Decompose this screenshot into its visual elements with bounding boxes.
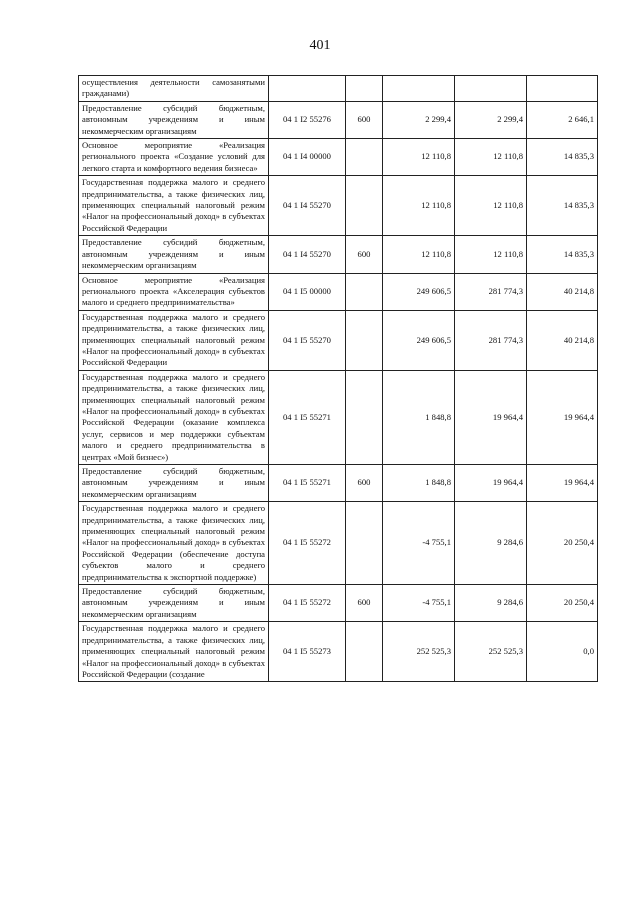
- row-value-2: 281 774,3: [455, 310, 527, 370]
- row-expense-type: [346, 622, 383, 682]
- row-name: Предоставление субсидий бюджетным, автономным учреждениям и иным некоммерческим организациям: [79, 585, 269, 622]
- row-value-3: 14 835,3: [527, 139, 598, 176]
- row-expense-type: [346, 310, 383, 370]
- row-expense-type: [346, 139, 383, 176]
- row-code: 04 1 I4 55270: [269, 236, 346, 273]
- row-code: 04 1 I5 00000: [269, 273, 346, 310]
- row-name: осуществления деятельности самозанятыми гражданами): [79, 76, 269, 102]
- row-name: Основное мероприятие «Реализация регионального проекта «Создание условий для легкого старта и комфортного ведения бизнеса»: [79, 139, 269, 176]
- table-row: [79, 370, 598, 464]
- row-value-1: 12 110,8: [383, 236, 455, 273]
- row-expense-type: [346, 273, 383, 310]
- row-value-3: 20 250,4: [527, 585, 598, 622]
- row-value-3: 14 835,3: [527, 176, 598, 236]
- row-value-1: [383, 76, 455, 102]
- row-expense-type: [346, 176, 383, 236]
- row-code: 04 1 I4 55270: [269, 176, 346, 236]
- row-expense-type: 600: [346, 465, 383, 502]
- row-name: Государственная поддержка малого и среднего предпринимательства, а также физических лиц, применяющих специальный налоговый режим «Налог на профессиональный доход» в субъектах Российской Федерации (оказание комплекса услуг, сервисов и мер поддержки субъектам малого и среднего предпринимательства в центрах «Мой бизнес»): [79, 370, 269, 464]
- table-row: [79, 502, 598, 585]
- table-row: [79, 585, 598, 622]
- row-code: [269, 76, 346, 102]
- row-value-2: 19 964,4: [455, 465, 527, 502]
- row-code: 04 1 I5 55271: [269, 465, 346, 502]
- table-row: [79, 76, 598, 102]
- row-expense-type: [346, 502, 383, 585]
- row-value-1: 252 525,3: [383, 622, 455, 682]
- row-value-2: 9 284,6: [455, 585, 527, 622]
- row-code: 04 1 I5 55272: [269, 502, 346, 585]
- row-name: Предоставление субсидий бюджетным, автономным учреждениям и иным некоммерческим организациям: [79, 465, 269, 502]
- table-row: [79, 310, 598, 370]
- row-value-1: 12 110,8: [383, 139, 455, 176]
- table-row: [79, 622, 598, 682]
- row-expense-type: 600: [346, 236, 383, 273]
- table-row: [79, 176, 598, 236]
- budget-table: [78, 75, 598, 682]
- row-value-1: -4 755,1: [383, 502, 455, 585]
- table-row: [79, 273, 598, 310]
- table-row: [79, 139, 598, 176]
- row-value-1: 2 299,4: [383, 101, 455, 138]
- row-value-2: 281 774,3: [455, 273, 527, 310]
- row-value-3: 0,0: [527, 622, 598, 682]
- row-name: Предоставление субсидий бюджетным, автономным учреждениям и иным некоммерческим организациям: [79, 101, 269, 138]
- row-name: Предоставление субсидий бюджетным, автономным учреждениям и иным некоммерческим организациям: [79, 236, 269, 273]
- row-value-1: -4 755,1: [383, 585, 455, 622]
- row-name: Государственная поддержка малого и среднего предпринимательства, а также физических лиц, применяющих специальный налоговый режим «Налог на профессиональный доход» в субъектах Российской Федерации (обеспечение доступа субъектов малого и среднего предпринимательства к экспортной поддержке): [79, 502, 269, 585]
- row-value-3: 2 646,1: [527, 101, 598, 138]
- page-number: 401: [309, 38, 331, 53]
- row-expense-type: [346, 370, 383, 464]
- row-value-1: 12 110,8: [383, 176, 455, 236]
- row-value-1: 249 606,5: [383, 273, 455, 310]
- row-name: Основное мероприятие «Реализация регионального проекта «Акселерация субъектов малого и среднего предпринимательства»: [79, 273, 269, 310]
- table-row: [79, 101, 598, 138]
- row-value-2: 12 110,8: [455, 139, 527, 176]
- row-value-2: [455, 76, 527, 102]
- row-value-2: 2 299,4: [455, 101, 527, 138]
- row-value-3: 40 214,8: [527, 310, 598, 370]
- row-expense-type: [346, 76, 383, 102]
- row-code: 04 1 I4 00000: [269, 139, 346, 176]
- row-code: 04 1 I5 55271: [269, 370, 346, 464]
- table-row: [79, 465, 598, 502]
- row-value-3: [527, 76, 598, 102]
- row-value-3: 14 835,3: [527, 236, 598, 273]
- row-value-1: 1 848,8: [383, 465, 455, 502]
- row-value-2: 19 964,4: [455, 370, 527, 464]
- row-value-2: 12 110,8: [455, 236, 527, 273]
- row-value-1: 1 848,8: [383, 370, 455, 464]
- row-name: Государственная поддержка малого и среднего предпринимательства, а также физических лиц, применяющих специальный налоговый режим «Налог на профессиональный доход» в субъектах Российской Федерации (создание: [79, 622, 269, 682]
- row-value-2: 252 525,3: [455, 622, 527, 682]
- table-row: [79, 236, 598, 273]
- row-value-2: 9 284,6: [455, 502, 527, 585]
- row-expense-type: 600: [346, 101, 383, 138]
- row-value-3: 40 214,8: [527, 273, 598, 310]
- row-code: 04 1 I5 55272: [269, 585, 346, 622]
- row-name: Государственная поддержка малого и среднего предпринимательства, а также физических лиц, применяющих специальный налоговый режим «Налог на профессиональный доход» в субъектах Российской Федерации: [79, 176, 269, 236]
- row-code: 04 1 I5 55273: [269, 622, 346, 682]
- row-expense-type: 600: [346, 585, 383, 622]
- row-value-3: 19 964,4: [527, 465, 598, 502]
- row-value-3: 19 964,4: [527, 370, 598, 464]
- row-code: 04 1 I2 55276: [269, 101, 346, 138]
- row-value-3: 20 250,4: [527, 502, 598, 585]
- row-value-2: 12 110,8: [455, 176, 527, 236]
- row-name: Государственная поддержка малого и среднего предпринимательства, а также физических лиц, применяющих специальный налоговый режим «Налог на профессиональный доход» в субъектах Российской Федерации: [79, 310, 269, 370]
- row-code: 04 1 I5 55270: [269, 310, 346, 370]
- row-value-1: 249 606,5: [383, 310, 455, 370]
